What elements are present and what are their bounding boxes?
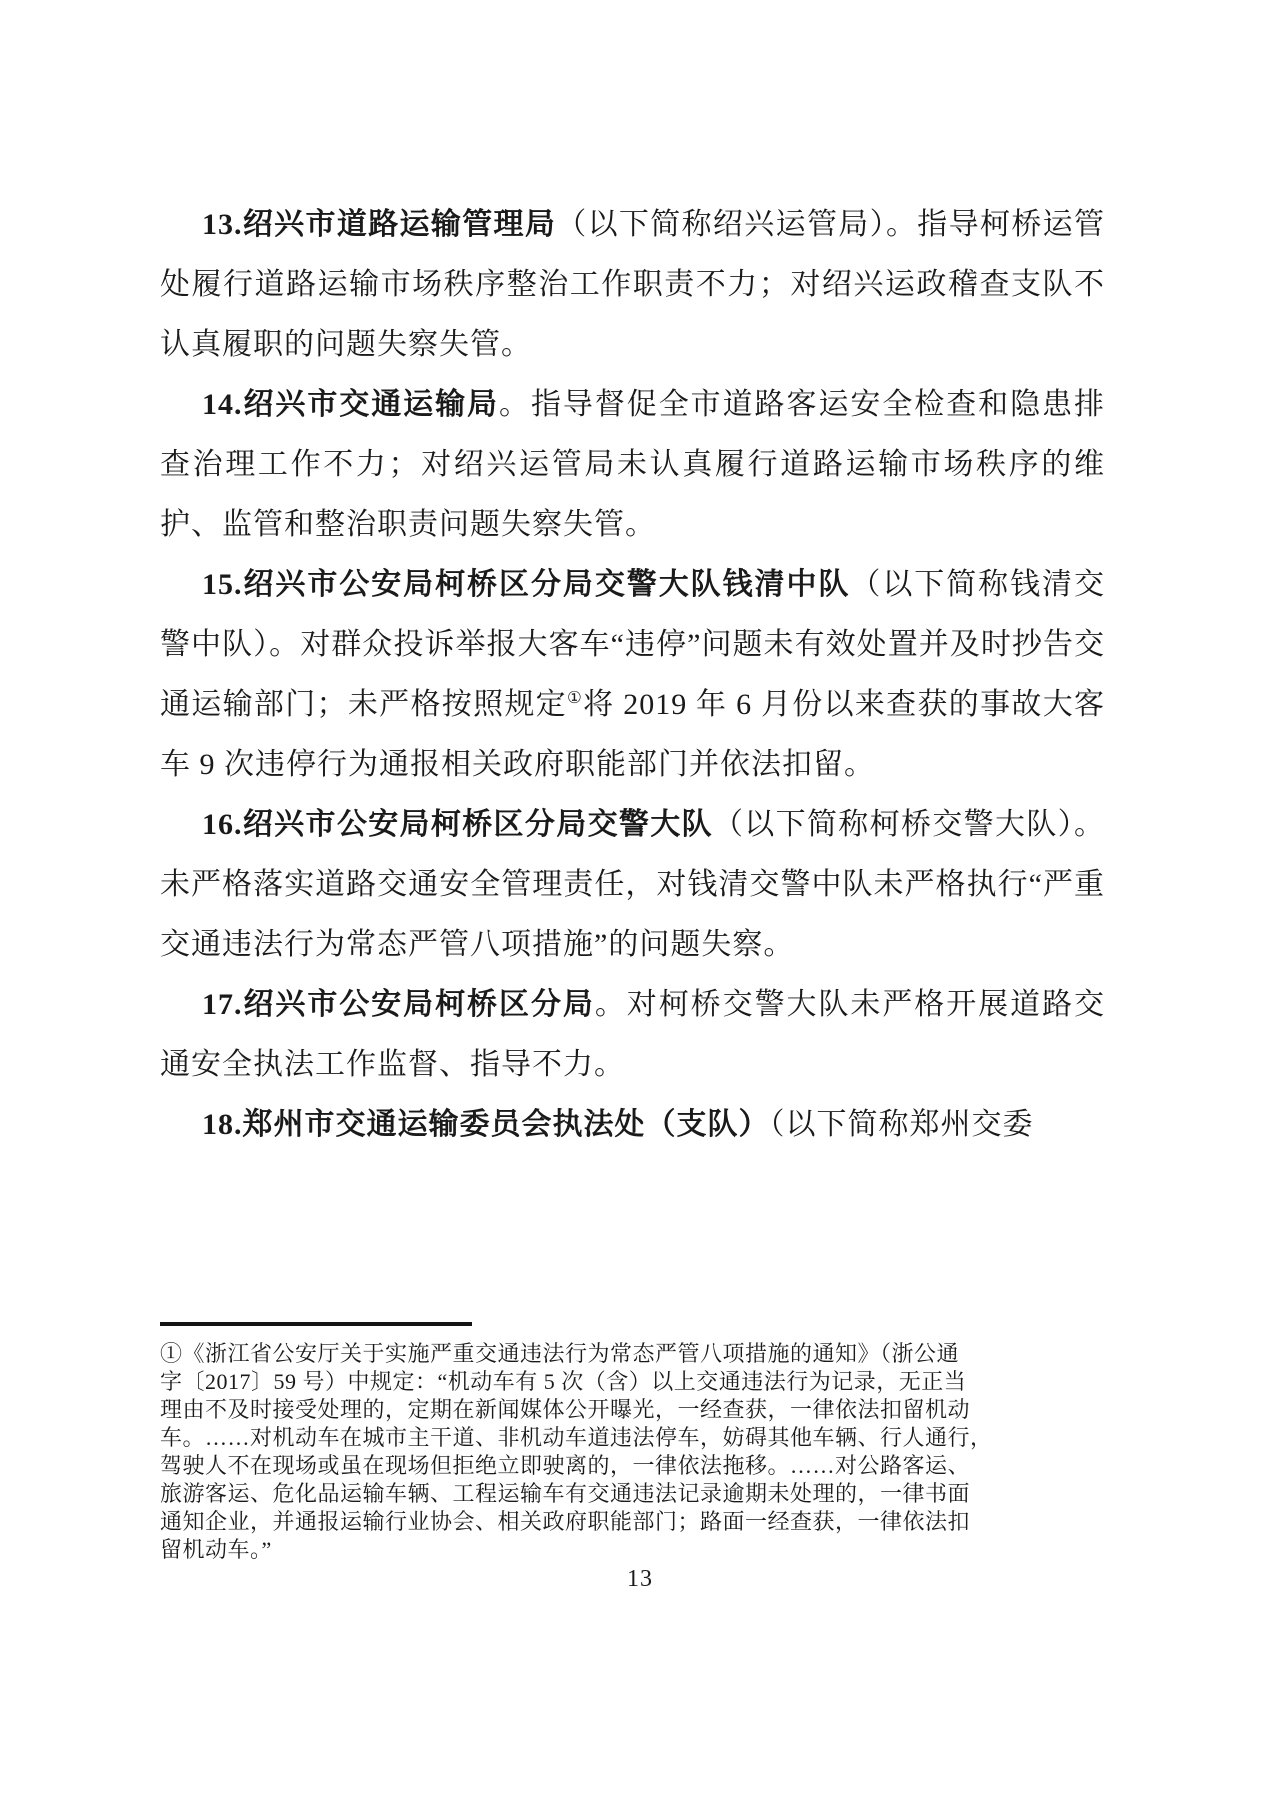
paragraph-17 [160, 975, 1105, 1095]
paragraph-text: （以下简称钱清交警中队）。对群众投诉举报大客车“违停”问题未有效处置并及时抄告交通运输部门；未严格按照规定 [160, 568, 1106, 721]
document-body [160, 195, 1105, 1155]
footnote-line: 车。……对机动车在城市主干道、非机动车道违法停车，妨碍其他车辆、行人通行， [160, 1425, 993, 1450]
paragraph-13 [160, 195, 1105, 375]
paragraph-18 [160, 1095, 1105, 1155]
paragraph-text: 。指导督促全市道路客运安全检查和隐患排查治理工作不力；对绍兴运管局未认真履行道路运输市场秩序的维护、监管和整治职责问题失察失管。 [160, 388, 1105, 541]
paragraph-text: （以下简称柯桥交警大队）。未严格落实道路交通安全管理责任，对钱清交警中队未严格执行“严重交通违法行为常态严管八项措施”的问题失察。 [160, 808, 1106, 961]
org-name-bold: 17.绍兴市公安局柯桥区分局 [202, 988, 595, 1021]
footnote-line: 驾驶人不在现场或虽在现场但拒绝立即驶离的，一律依法拖移。……对公路客运、 [160, 1453, 971, 1478]
paragraph-15 [160, 555, 1105, 795]
org-name-bold: 15.绍兴市公安局柯桥区分局交警大队钱清中队 [202, 568, 851, 601]
paragraph-16 [160, 795, 1105, 975]
footnote-line: 通知企业，并通报运输行业协会、相关政府职能部门；路面一经查获，一律依法扣 [160, 1509, 971, 1534]
footnote-reference-marker: ① [567, 688, 584, 707]
footnote-separator [160, 1322, 472, 1326]
paragraph-text: （以下简称郑州交委 [769, 1108, 1034, 1141]
paragraph-text: 将 2019 年 6 月份以来查获的事故大客车 9 次违停行为通报相关政府职能部门并依法扣留。 [160, 688, 1106, 781]
footnote-line: 理由不及时接受处理的，定期在新闻媒体公开曝光，一经查获，一律依法扣留机动 [160, 1397, 971, 1422]
org-name-bold: 18.郑州市交通运输委员会执法处（支队） [202, 1108, 770, 1141]
paragraph-text: （以下简称绍兴运管局）。指导柯桥运管处履行道路运输市场秩序整治工作职责不力；对绍兴运政稽查支队不认真履职的问题失察失管。 [160, 208, 1106, 361]
page-number: 13 [627, 1566, 653, 1592]
footnote [160, 1340, 1110, 1564]
org-name-bold: 13.绍兴市道路运输管理局 [202, 208, 557, 241]
footnote-line: ①《浙江省公安厅关于实施严重交通违法行为常态严管八项措施的通知》（浙公通 [160, 1341, 960, 1366]
footnote-line: 旅游客运、危化品运输车辆、工程运输车有交通违法记录逾期未处理的，一律书面 [160, 1481, 971, 1506]
paragraph-14 [160, 375, 1105, 555]
org-name-bold: 14.绍兴市交通运输局 [202, 388, 499, 421]
footnote-line: 留机动车。” [160, 1537, 272, 1562]
footnote-line: 字〔2017〕59 号）中规定：“机动车有 5 次（含）以上交通违法行为记录，无正当 [160, 1369, 967, 1394]
org-name-bold: 16.绍兴市公安局柯桥区分局交警大队 [202, 808, 713, 841]
paragraph-text: 。对柯桥交警大队未严格开展道路交通安全执法工作监督、指导不力。 [160, 988, 1106, 1081]
